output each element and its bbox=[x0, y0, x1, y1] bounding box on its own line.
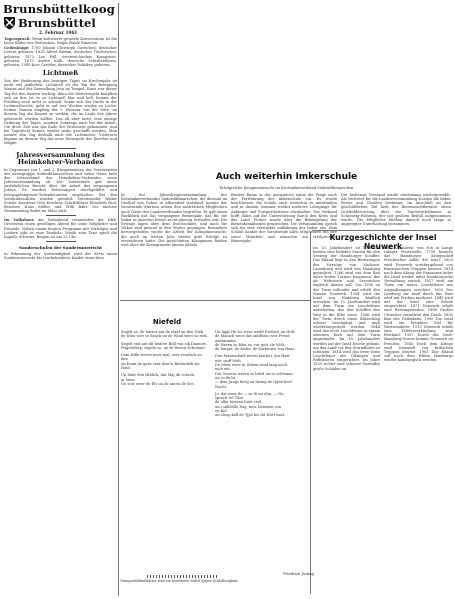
column-rule bbox=[118, 3, 119, 596]
poem-line: de Söns wee se Snack un de Wind weer so riek. bbox=[121, 334, 208, 339]
sonder-title: Sonderschulen der Sonderunterricht bbox=[19, 245, 102, 251]
poem-line: — dem Jungs keeg an luring de Ogen heel bbox=[215, 380, 292, 385]
poem-line: Jo, dat weer de — as ik sei dön, — Nu bbox=[215, 391, 284, 396]
poem-line: De Meer weer in Stürm sund lang noch bbox=[215, 363, 287, 368]
sonder-text: In Erkennung der Notwendigkeit wird der Kreis einen Sonderunterricht für lernbehinderte Kinder einrichten. bbox=[4, 252, 117, 261]
poem-line: Ptigelsdörp, segeln se, un de fienen Schrieme. bbox=[121, 345, 206, 350]
poem-line: Dem Hille weern noch mal, over reenlich un den bbox=[121, 353, 202, 362]
masthead-line1: Brunsbüttelkoog bbox=[3, 2, 116, 16]
poem-line: Nacht. bbox=[215, 384, 228, 389]
poem-line: un so dicht, bbox=[215, 375, 237, 380]
main-headline: Auch weiterhin Imkerschule bbox=[215, 172, 358, 182]
sozial-title: Im Volkshaus bbox=[4, 218, 34, 223]
poem-line: un i sabbelle Eng, new, benenrn von bbox=[215, 404, 282, 409]
local-news-column bbox=[4, 37, 117, 261]
gedenktage-text: 1700 Johann Christoph Gottsched, deutscher Literat geboren; 1820 Alfred Brehm, deutscher Tierforscher, geboren; 1873 Leo Fall, österreichischer Komponist, geboren; 1875 Anette Kolb, deutsche Schriftstellerin, geboren; 1949 Kurt Goettler, deutscher Politiker, geboren. bbox=[4, 46, 117, 67]
gedenktage-label: Gedenktage: bbox=[4, 46, 30, 51]
masthead-line2: Brunsbüttel bbox=[18, 15, 96, 30]
lichtmess-title: Lichtmeß bbox=[42, 69, 79, 78]
column-rule bbox=[310, 232, 311, 594]
neuwerk-right: rum, Cuxhaven, von 906 in Lange ruhiger Feuerstelle. 1799 besucht das Hamburger Kriegsschiff Preußischer Adler die Insel. 1803 wird Neuwerk vorübergehend von französischen Truppen besetzt. 1814 nach dem Abzug der Franzosen kehrt die Insel wieder unter hamburgische Verwaltung zurück. 1817 wird am Turm ein neues Leuchtfeuer mit Argandlampen errichtet. 1833 Der Landweg zur Insel durch das Watt wird mit Pricken markiert. 1845 wird auf der Insel eine Schule eingerichtet. 1871 Neuwerk erhält eine Rettungsstation. 1888 Großes Unwetter vernichtet den Deich. 1892 Bau des Ostbakens. 1900 Die Insel wird ein beliebtes Ziel für Wattwanderer. 1913 Neuwerk erhält eine Telefonverbindung zum Festland. 1937 Durch das Groß-Hamburg-Gesetz kommt Neuwerk an Preußen. 1945 Nach dem Kriege wird Neuwerk von britischen Truppen besetzt. 1961 Das Eiland soll nach dem Willen Hamburgs wieder hamburgisch werden. bbox=[384, 246, 453, 363]
poem-line: Un hüür den Hiblick, dat Maj dit schreit bbox=[121, 373, 195, 378]
poem-line: wör stuff Molt. bbox=[215, 358, 242, 363]
poem-author: Friedrich Jösting bbox=[283, 572, 314, 576]
tagesspruch-label: Tagesspruch: bbox=[4, 37, 31, 41]
poem-line: Dun Mannschaft weern laattiet, dat Hart bbox=[215, 354, 290, 359]
imker-col1: In der Jahreshauptversammlung des Kreisimkerverbandes Süderdithmarschen, die diesmal im Gasthof von Dohrn in Albersdorf stattfand, konnte der Vorsitzende Martens neben den zahlreichen Mitgliedern auch Gäste des Landesverbandes begrüßen. Er gab einen Rückblick auf das vergangene Bienenjahr, das für die Imker in unserem Kreise recht günstig verlaufen war. Die Erträge lagen über dem Durchschnitt, und auch die Völker sind gesund in den Winter gegangen. Besonders hervorgehoben wurde die Arbeit der Königinnenzucht, die auch im letzten Jahr wieder gute Erfolge zu verzeichnen hatte. Die gezüchteten Königinnen fanden weit über die Kreisgrenzen hinaus Absatz. bbox=[121, 193, 227, 247]
poem-line: de ollm Heeren hüüt veel, bbox=[215, 400, 263, 405]
poem-line: Un liggt Hir he weer wedd Freiheit un Holt, bbox=[215, 330, 296, 334]
poem-line: de Iouget, de däder, de Karktorrn von Haar. bbox=[215, 347, 295, 352]
lichtmess-text: Von der Bedeutung des heutigen Tages im Kirchenjahr ist nicht viel geblieben. Lichtmeß ist der Tag der Reinigung Marias und der Darstellung Jesu im Tempel. Einst war dieser Tag für den Bauern wichtig, denn die Wetterregeln knüpften sich an ihn: Ist es zu Lichtmeß klar und hell, kommt der Frühling noch nicht so schnell. Sonnt sich der Dachs in der Lichtmeßwoche, geht er auf vier Wochen wieder zu Loche. Seinen Namen empfing der 2. Februar von der Sitte, an diesem Tag die Kerzen zu weihen, die im Laufe des Jahres gebraucht werden sollten. Das alt aber nicht, eine einzige Ordnung des Tages, sondern Sonntags auch bei der Arbeit. Um diese Zeit war das Ende der Winterzeit gekommen, und bei Tageslicht konnte wieder mehr geschafft werden. Man nannte den Tag deshalb auch die Lichtmesse. Vielerorts begann an diesem Tag das neue Dienstjahr der Knechte und Mägde. bbox=[4, 79, 117, 146]
poem-line: un Kunn de gans venf döor'n Butendiek sin Haid. bbox=[121, 361, 200, 371]
issue-date: 2. Februar 1961 bbox=[39, 31, 78, 36]
imker-col3: Der bisherige Vorstand wurde einstimmig wiedergewählt. Als Vertreter für die Landesversammlung wurden die Imker Peters und Claußen bestimmt. Im Anschluß an den geschäftlichen Teil hielt der Bienenzuchtberater einen Lichtbildervortrag über die Trachtverhältnisse in Schleswig-Holstein, der mit großem Beifall aufgenommen wurde. Die Mitglieder blieben danach noch lange in angeregter Unterhaltung beisammen. bbox=[341, 193, 451, 227]
poem-line: Segelt end ant dit leidere Bull von sik Dannert, bbox=[121, 341, 208, 346]
imker-col2: Breiten Raum in der Aussprache nahm die Frage nach der Fortführung der Imkerschule ein. Es wurde beschlossen, die Schule auch weiterhin zu unterhalten und in diesem Sommer wieder mehrere Lehrgänge für Anfänger und Fortgeschrittene abzuhalten. Der Verband hofft dabei auf die Unterstützung durch den Kreis und das Land. Ferner wurde über die Bekämpfung der Bienenkrankheiten gesprochen. Die Versammlung sprach sich für eine verstärkte Aufklärung der Imker aus. Zum Schluß dankte der Vorsitzende allen Mitgliedern für ihre treue Mitarbeit und wünschte ein erfolgreiches Bienenjahr. bbox=[231, 193, 337, 243]
poem-line: Segelt se, de harrer ant de Haaf un den Diek, bbox=[121, 330, 205, 334]
poem-line: de Heven so blau as, vor gott ole Welt, bbox=[215, 342, 286, 347]
poem-line: sprack vel Tdal, bbox=[215, 396, 244, 401]
neuwerk-left: Im 13. Jahrhundert ist Neuwerk bereits eine beliebte Station für den Seeweg der Hamburger Schiffer. Das Eiland liegt in den Besitzungen der Herzöge von Sachsen-Lauenburg und wird von Hamburg gepachtet. 1286 wird mit dem Bau eines festen Turmes begonnen, der als Wehrturm und Seezeichen zugleich dienen soll. Um 1300 ist der Turm vollendet und erhält den Namen Neuwerk. 1394 wird die Insel von Hamburg käuflich erworben. Im 15. Jahrhundert wird auf dem Turm ein Leuchtfeuer unterhalten, das den Schiffen den Weg in die Elbe weist. 1556 wird der Turm durch einen Blitzschlag schwer beschädigt und muß wiederhergestellt werden. 1644 wird das erste Leuchtfeuer in einem eisernen Korb auf dem Turm angezündet. Im 18. Jahrhundert werden auf der Insel Deiche gebaut, um das Land vor den Sturmfluten zu schützen. 1814 wird das erste feste Leuchtfeuer mit Öllampen und Reflektoren eingerichtet. Im Jahre 1825 richtet eine schwere Sturmflut große Schäden an. bbox=[313, 246, 380, 371]
jahres-text: In Gegenwart von 1. und 2. Bürgermeister, des Vorsitzenden der Kreisgruppe Süderdithmarschen und vieler Gäste hielt der Ortsverband des Heimkehrer-Verbandes seine Jahresversammlung ab. Der Vorsitzende gab einen ausführlichen Bericht über die Arbeit des vergangenen Jahres. Es wurden Betreuungen durchgeführt und Kriegsgefangenen-Gedenkstunden abgehalten. Bei den Vorstandswahlen wurden gewählt: Vorsitzender Walter Schulz, Kassierer Otto Kruckow, Schriftführer Elisabeth Paul, Beisitzer Hans Möller und Willi Bahr. Die nächste Versammlung findet im März statt. bbox=[4, 167, 117, 214]
poem-left bbox=[121, 330, 209, 386]
poem-line: de Manich weer dat untiltten over Freud bbox=[215, 334, 290, 339]
divider bbox=[46, 148, 76, 149]
main-subhead: Erfolgreiche Königinnenzucht im Kreisimkerverband Süderdithmarschen bbox=[219, 186, 354, 190]
tagesspruch-text: Wenn kultivierte gesunde Konversation ist die beste Bilder der Zivilisation. Ralph Waldo Emerson bbox=[4, 37, 117, 46]
masthead bbox=[3, 3, 121, 30]
poem-title: Niefeld bbox=[152, 318, 182, 326]
footnote: Orangenblütenblätter sind ein bewährtes Mittel gegen Schlaflosigkeit. bbox=[120, 579, 239, 583]
section-rule bbox=[120, 300, 310, 301]
section-rule bbox=[312, 230, 453, 231]
poem-line: Dat Gewess weern so blied un so schlemm bbox=[215, 371, 293, 376]
poem-line: en Kol. bbox=[215, 409, 228, 414]
divider bbox=[46, 241, 76, 242]
poem-line: nich ein. bbox=[215, 367, 231, 372]
poem-right bbox=[215, 330, 307, 418]
poem-line: Un stor weer de Elv un de anten de See. bbox=[121, 381, 195, 386]
jahres-title: Jahresversammlung des Heimkehrer-Verbandes bbox=[16, 150, 105, 166]
divider bbox=[46, 215, 76, 216]
poem-line: in Snee. bbox=[121, 377, 136, 382]
crest-icon bbox=[3, 16, 16, 30]
poem-line: Anstänninn. bbox=[215, 338, 237, 343]
poem-line: un sloop kell de Tjjst bis dit Wort hast. bbox=[215, 413, 286, 418]
separator bbox=[147, 575, 217, 578]
neuwerk-title: Kurzgeschichte der Insel Neuwerk bbox=[329, 233, 437, 251]
sozial-text: Am Sonnabend veranstaltet der DRK-Ortsverein einen geselligen Abend für seine Mitglieder und Freunde. Neben einem bunten Programm mit Vorträgen und Liedern gibt es eine Tombola. Musik zum Tanz spielt die Kapelle Schwarz. Beginn ist um 20 Uhr. bbox=[4, 218, 117, 239]
